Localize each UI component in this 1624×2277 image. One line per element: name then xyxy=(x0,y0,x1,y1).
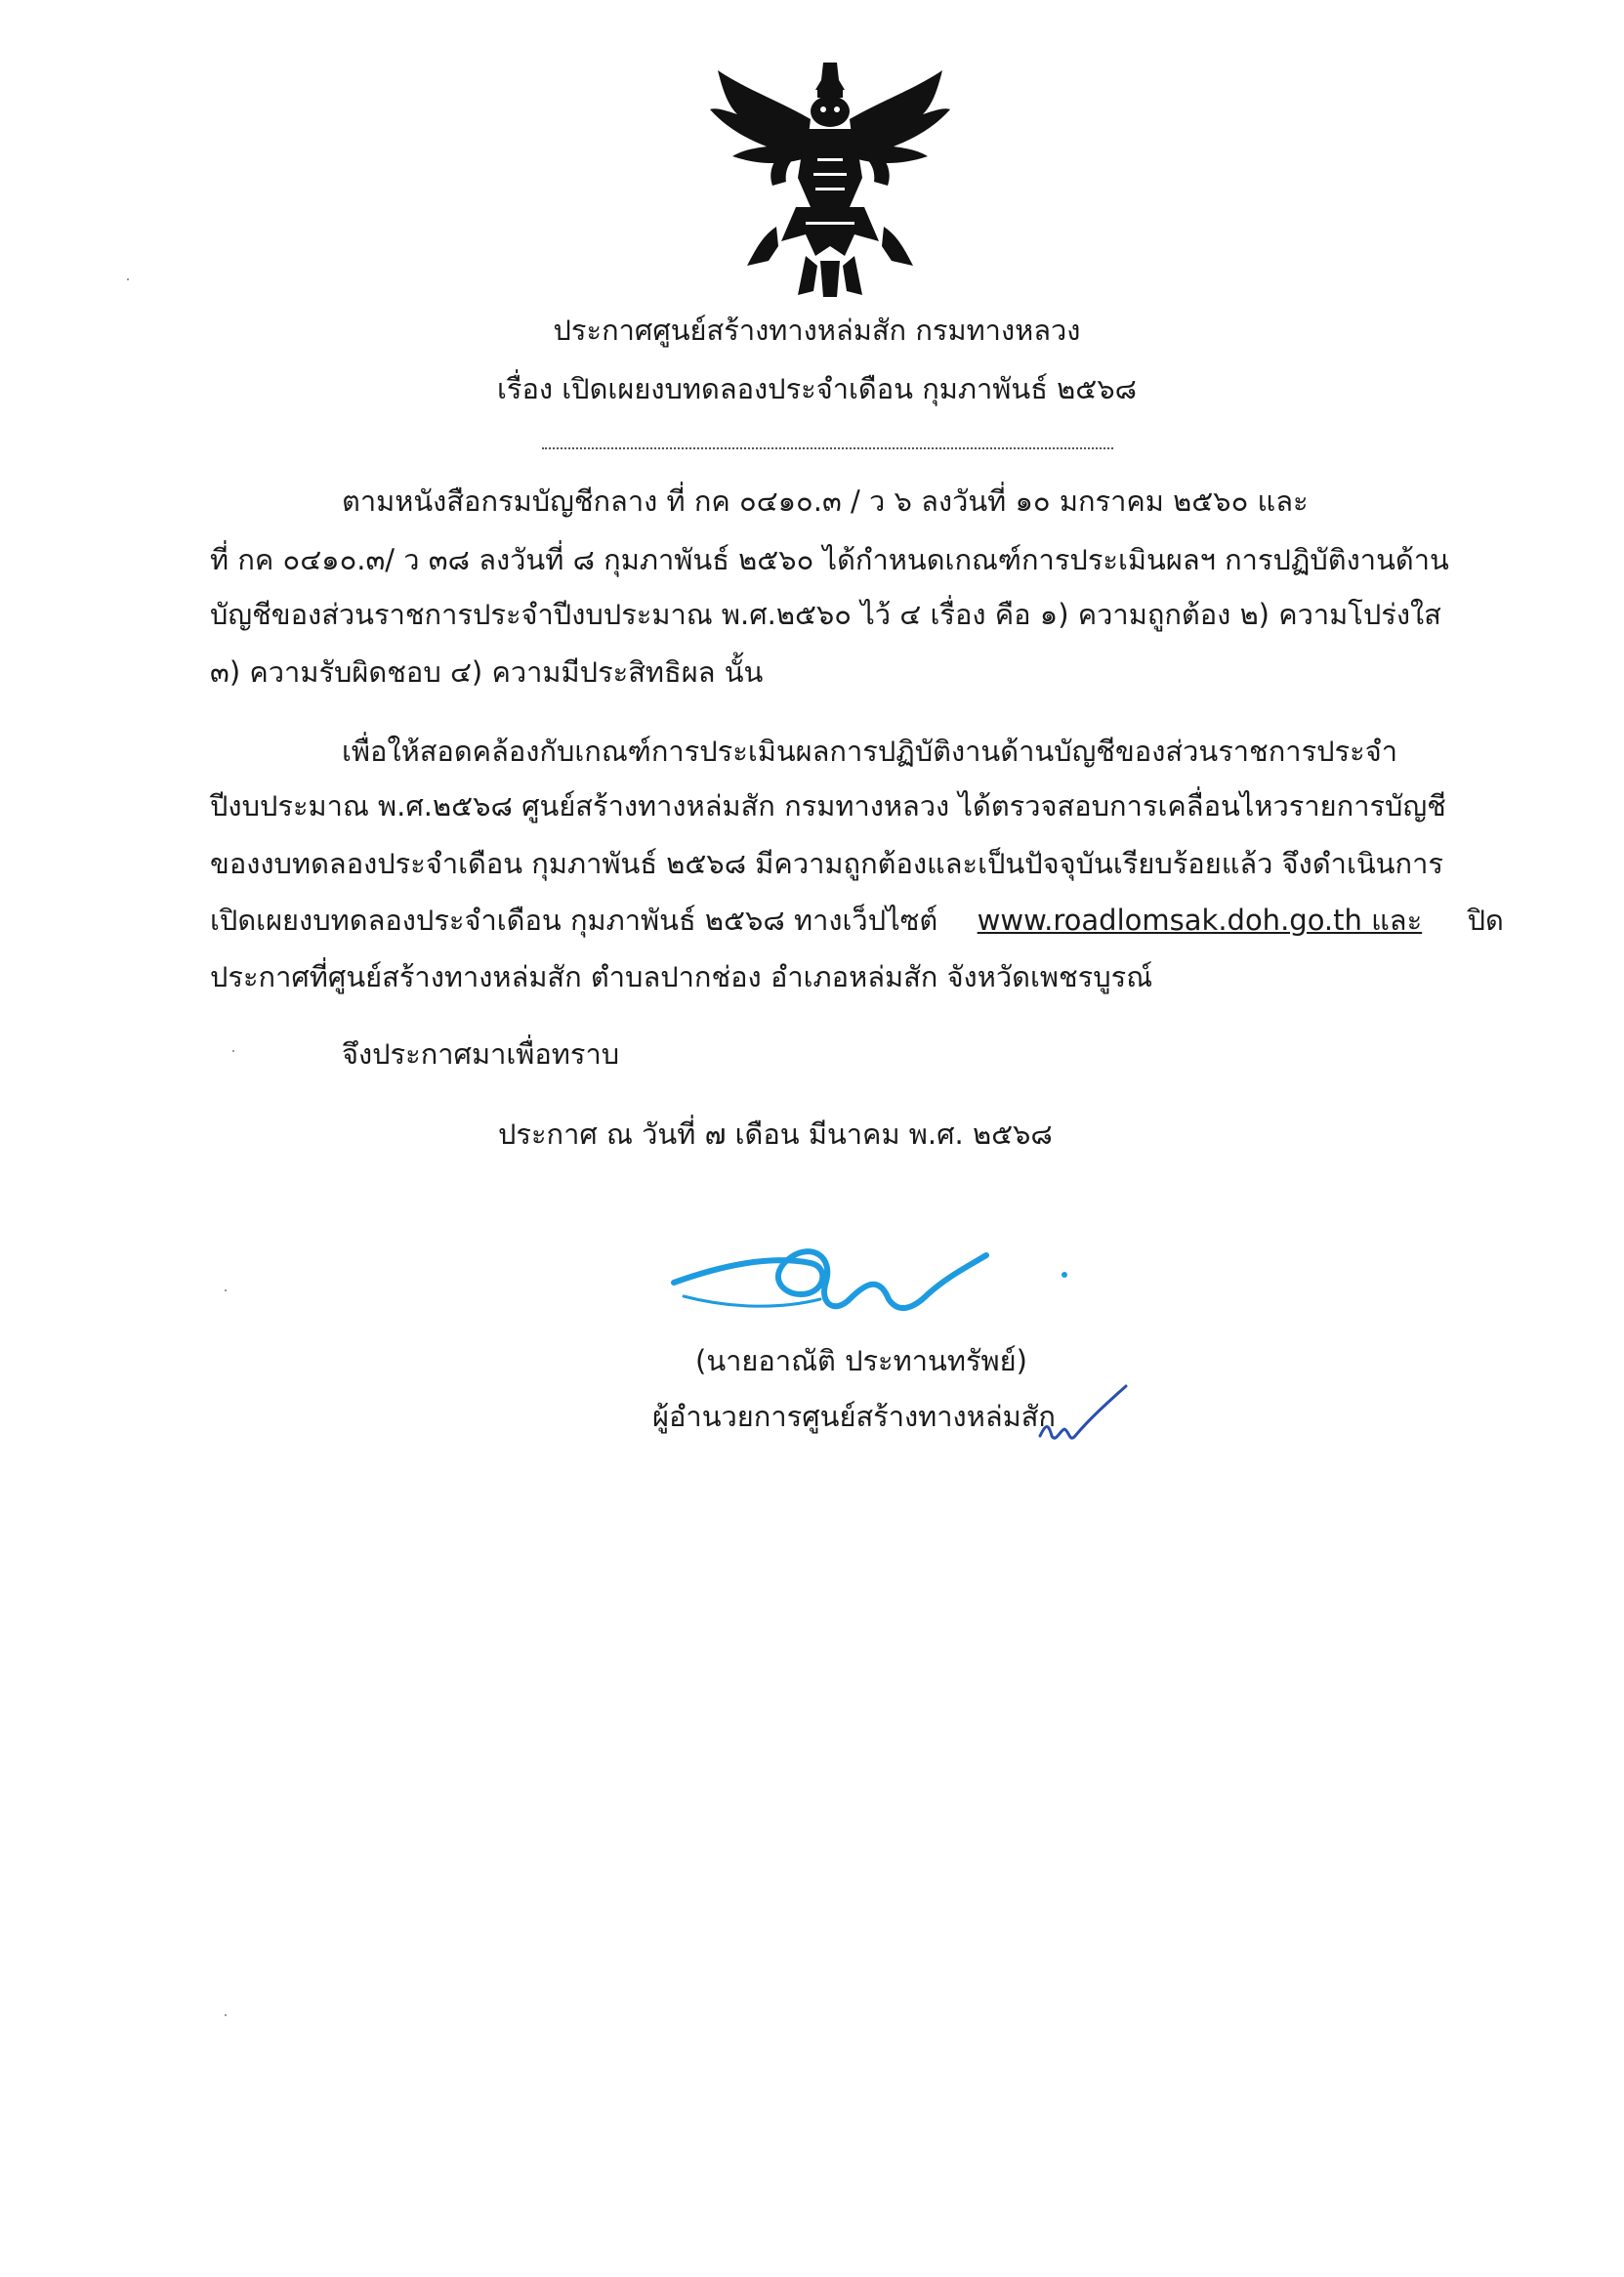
garuda-emblem-icon xyxy=(708,61,952,300)
paragraph1-line2: ที่ กค ๐๔๑๐.๓/ ว ๓๘ ลงวันที่ ๘ กุมภาพันธ์ ๒๕๖๐ ได้กำหนดเกณฑ์การประเมินผลฯ การปฏิบัติงานด้าน xyxy=(210,543,1449,576)
paragraph2-line4 xyxy=(210,901,1504,940)
announcement-subject: เรื่อง เปิดเผยงบทดลองประจำเดือน กุมภาพันธ์ ๒๕๖๘ xyxy=(496,372,1138,405)
signature-icon xyxy=(664,1216,1074,1333)
website-link[interactable]: www.roadlomsak.doh.go.th และ xyxy=(977,904,1423,937)
scan-speck xyxy=(225,1289,227,1291)
paragraph2-line4-end: ปิด xyxy=(1467,904,1504,937)
paragraph1-line1: ตามหนังสือกรมบัญชีกลาง ที่ กค ๐๔๑๐.๓ / ว ๖ ลงวันที่ ๑๐ มกราคม ๒๕๖๐ และ xyxy=(342,485,1309,518)
closing-line: จึงประกาศมาเพื่อทราบ xyxy=(342,1037,620,1071)
scan-speck xyxy=(225,2014,227,2016)
paragraph2-line4-text: เปิดเผยงบทดลองประจำเดือน กุมภาพันธ์ ๒๕๖๘ ทางเว็ปไซต์ xyxy=(210,904,938,937)
paragraph1-line4: ๓) ความรับผิดชอบ ๔) ความมีประสิทธิผล นั้น xyxy=(210,655,764,689)
scan-speck xyxy=(232,1050,234,1052)
initial-mark-icon xyxy=(1020,1382,1138,1451)
paragraph2-line3: ของงบทดลองประจำเดือน กุมภาพันธ์ ๒๕๖๘ มีความถูกต้องและเป็นปัจจุบันเรียบร้อยแล้ว จึงดำเนินการ xyxy=(210,847,1443,880)
paragraph1-line3: บัญชีของส่วนราชการประจำปีงบประมาณ พ.ศ.๒๕๖๐ ไว้ ๔ เรื่อง คือ ๑) ความถูกต้อง ๒) ความโปร่งใส xyxy=(210,598,1441,631)
signer-name: (นายอาณัติ ประทานทรัพย์) xyxy=(695,1344,1027,1377)
paragraph2-line1: เพื่อให้สอดคล้องกับเกณฑ์การประเมินผลการปฏิบัติงานด้านบัญชีของส่วนราชการประจำ xyxy=(342,735,1397,768)
dotted-divider xyxy=(542,447,1113,449)
paragraph2-line5: ประกาศที่ศูนย์สร้างทางหล่มสัก ตำบลปากช่อง อำเภอหล่มสัก จังหวัดเพชรบูรณ์ xyxy=(210,960,1153,993)
signer-title: ผู้อำนวยการศูนย์สร้างทางหล่มสัก xyxy=(652,1400,1056,1433)
announcement-date: ประกาศ ณ วันที่ ๗ เดือน มีนาคม พ.ศ. ๒๕๖๘ xyxy=(498,1117,1053,1151)
paragraph2-line2: ปีงบประมาณ พ.ศ.๒๕๖๘ ศูนย์สร้างทางหล่มสัก กรมทางหลวง ได้ตรวจสอบการเคลื่อนไหวรายการบัญชี xyxy=(210,789,1446,822)
announcement-title: ประกาศศูนย์สร้างทางหล่มสัก กรมทางหลวง xyxy=(553,314,1081,347)
scan-speck xyxy=(127,278,129,280)
